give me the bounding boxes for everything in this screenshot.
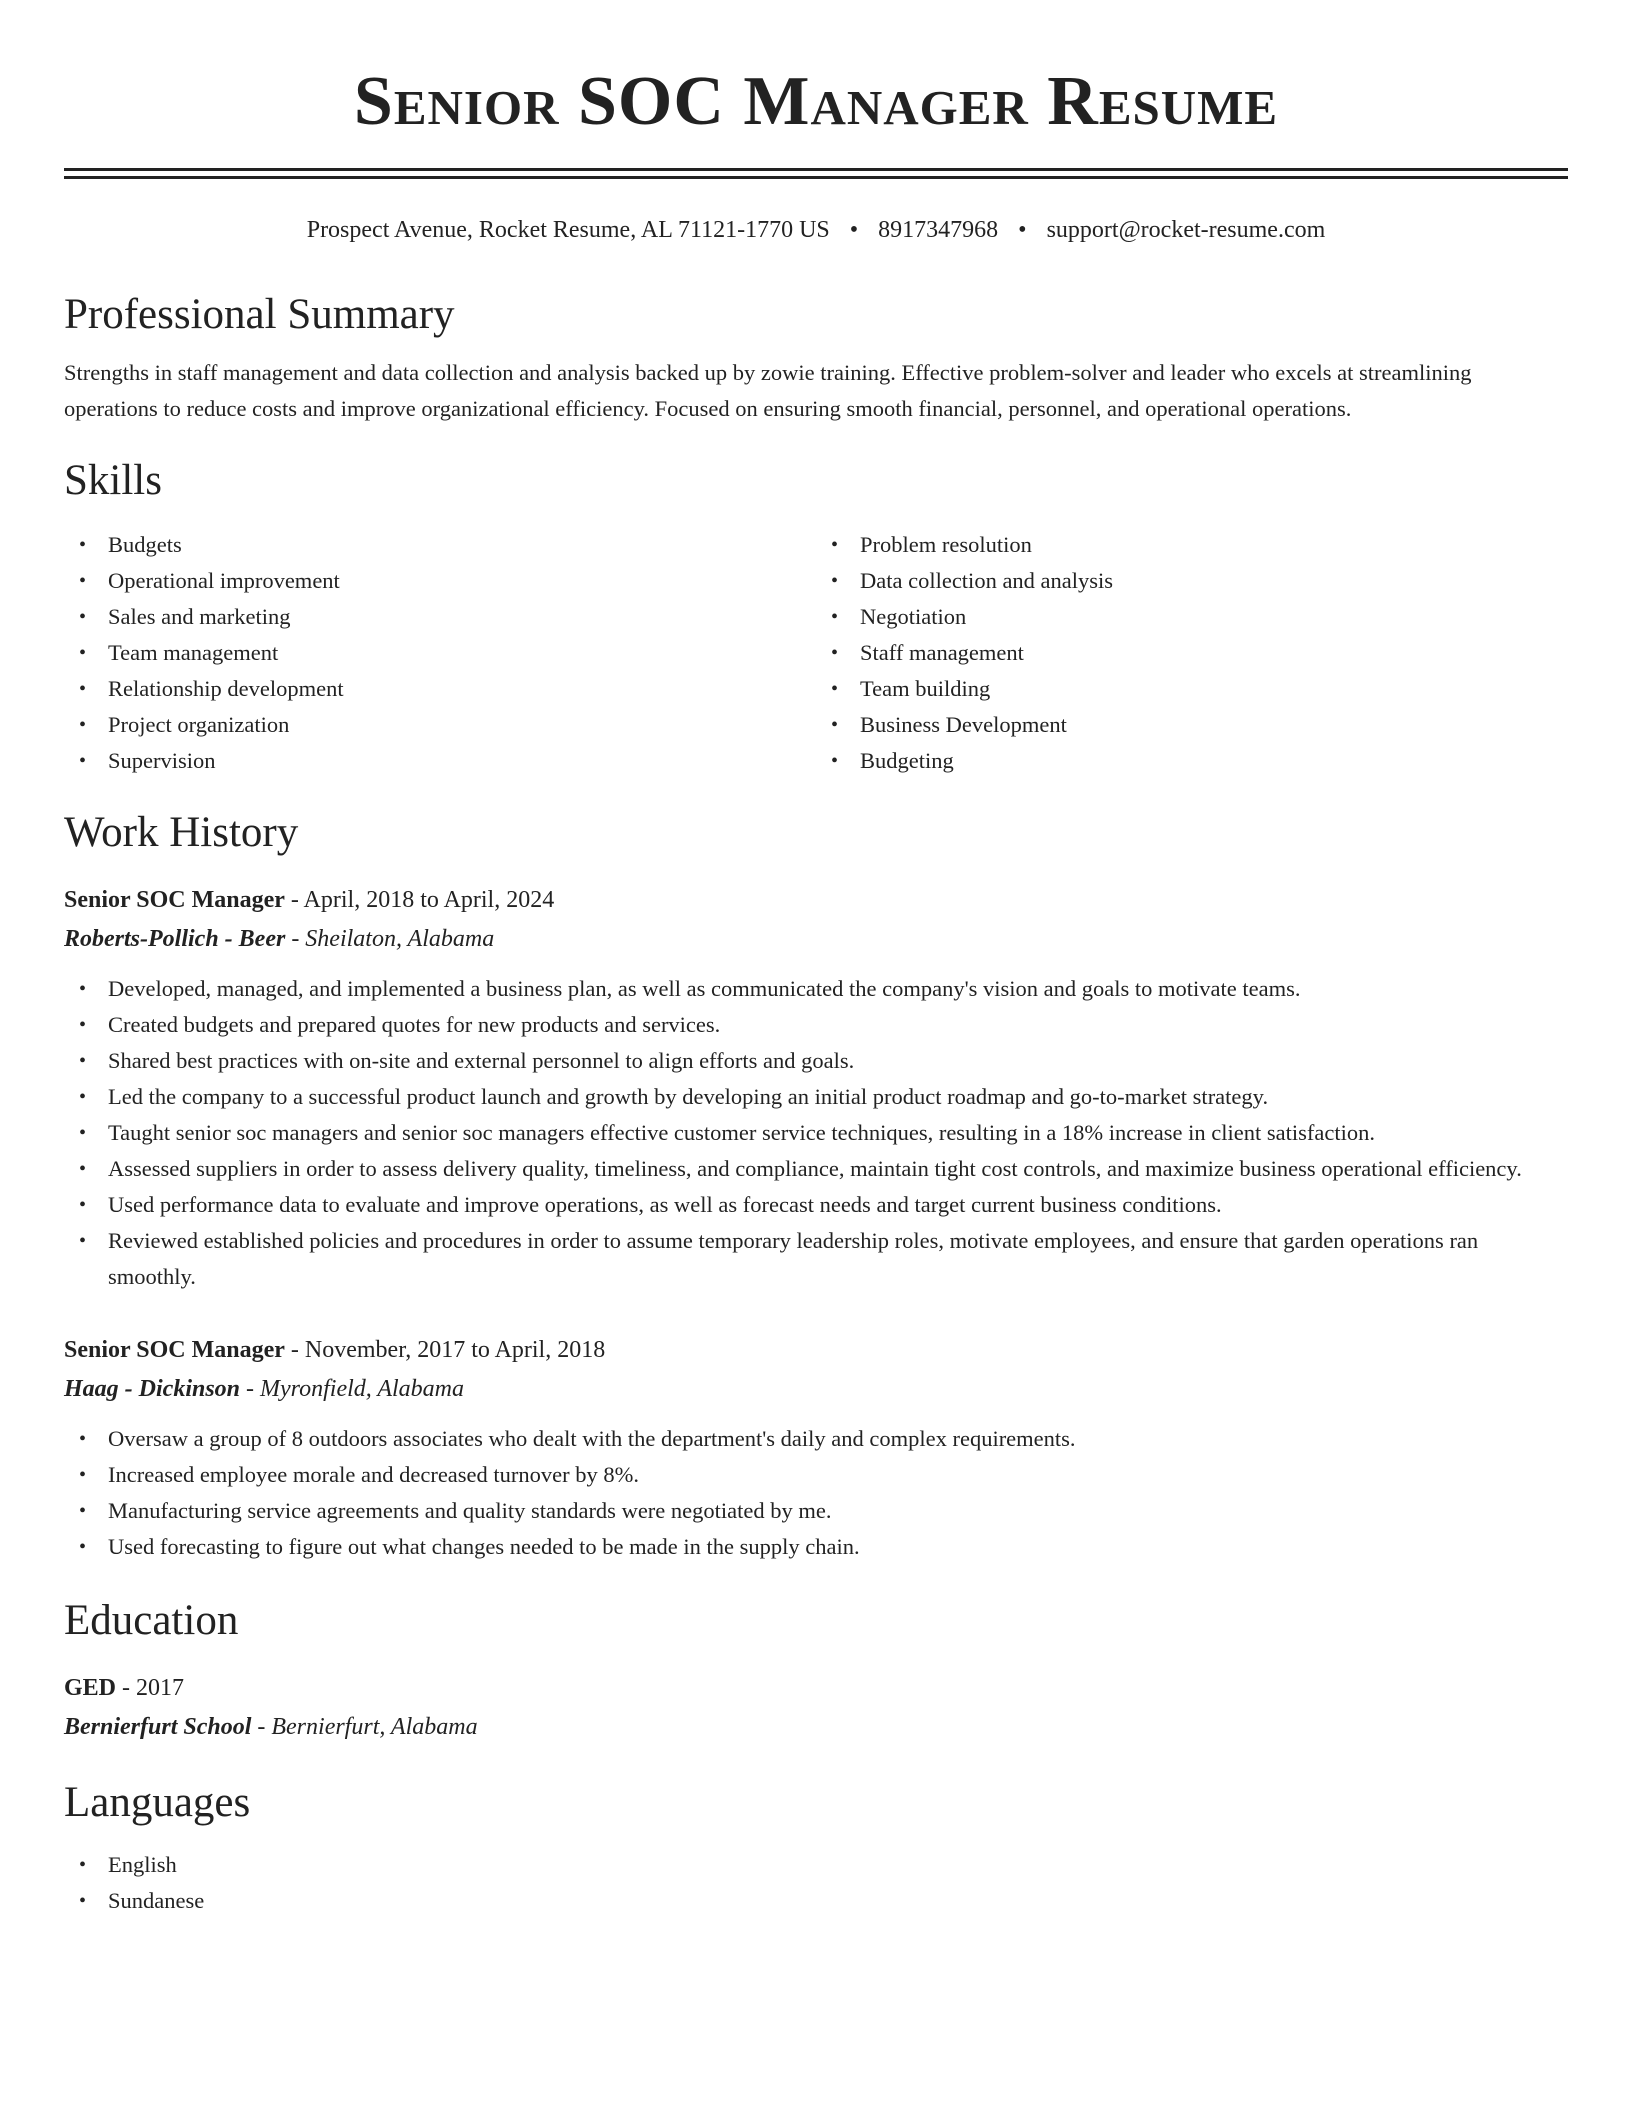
contact-line (64, 215, 1568, 245)
education-year: - 2017 (116, 1675, 185, 1701)
job-bullets (64, 1421, 1568, 1565)
contact-separator: • (849, 217, 859, 243)
skill-item: • Team building (860, 671, 1568, 707)
skill-item: • Budgets (108, 527, 816, 563)
skill-item: • Sales and marketing (108, 599, 816, 635)
job-header (64, 1331, 1568, 1369)
skill-item: • Data collection and analysis (860, 563, 1568, 599)
skill-item: • Relationship development (108, 671, 816, 707)
divider-line-top (64, 168, 1568, 171)
contact-separator: • (1018, 217, 1027, 243)
skills-heading: Skills (64, 457, 162, 504)
skills-list-left (64, 527, 816, 779)
job-bullet: • Created budgets and prepared quotes for new products and services. (108, 1007, 1568, 1043)
job-bullet: • Increased employee morale and decreased turnover by 8%. (108, 1457, 1568, 1493)
job-company: Roberts-Pollich - Beer (64, 926, 286, 952)
skill-item: • Supervision (108, 743, 816, 779)
job-bullet: • Reviewed established policies and procedures in order to assume temporary leadership roles, motivate employees, and ensure that garden operations ran smoothly. (108, 1223, 1568, 1295)
job-entry (64, 881, 1568, 1295)
job-bullet: • Oversaw a group of 8 outdoors associates who dealt with the department's daily and complex requirements. (108, 1421, 1568, 1457)
job-entry (64, 1331, 1568, 1565)
job-bullet: • Led the company to a successful product launch and growth by developing an initial product roadmap and go-to-market strategy. (108, 1079, 1568, 1115)
contact-phone: 8917347968 (878, 217, 999, 243)
languages-list (64, 1847, 1568, 1919)
language-item: • English (108, 1847, 1568, 1883)
skills-list-right (816, 527, 1568, 779)
job-title: Senior SOC Manager (64, 887, 285, 913)
skill-item: • Staff management (860, 635, 1568, 671)
job-bullets (64, 971, 1568, 1295)
summary-heading: Professional Summary (64, 291, 455, 338)
divider-line-bottom (64, 176, 1568, 179)
contact-address: Prospect Avenue, Rocket Resume, AL 71121-1770 US (306, 217, 830, 243)
job-company-line (64, 919, 1568, 959)
title-divider (64, 168, 1568, 179)
job-bullet: • Taught senior soc managers and senior soc managers effective customer service techniques, resulting in a 18% increase in client satisfaction. (108, 1115, 1568, 1151)
skill-item: • Budgeting (860, 743, 1568, 779)
job-location: - Sheilaton, Alabama (285, 926, 495, 952)
job-bullet: • Used performance data to evaluate and improve operations, as well as forecast needs and target current business conditions. (108, 1187, 1568, 1223)
job-bullet: • Manufacturing service agreements and quality standards were negotiated by me. (108, 1493, 1568, 1529)
job-title: Senior SOC Manager (64, 1337, 285, 1363)
skill-item: • Operational improvement (108, 563, 816, 599)
education-heading: Education (64, 1597, 239, 1644)
education-school-line (64, 1707, 1568, 1747)
skills-columns (64, 527, 1568, 779)
language-item: • Sundanese (108, 1883, 1568, 1919)
job-dates: - November, 2017 to April, 2018 (284, 1337, 606, 1363)
education-location: - Bernierfurt, Alabama (251, 1714, 478, 1740)
job-bullet: • Developed, managed, and implemented a business plan, as well as communicated the company's vision and goals to motivate teams. (108, 971, 1568, 1007)
work-history-heading: Work History (64, 809, 299, 856)
job-company-line (64, 1369, 1568, 1409)
skill-item: • Business Development (860, 707, 1568, 743)
skill-item: • Negotiation (860, 599, 1568, 635)
contact-email: support@rocket-resume.com (1046, 217, 1326, 243)
job-location: - Myronfield, Alabama (240, 1376, 464, 1402)
job-company: Haag - Dickinson (64, 1376, 241, 1402)
skill-item: • Team management (108, 635, 816, 671)
resume-title: Senior SOC Manager Resume (353, 63, 1279, 140)
education-degree: GED (64, 1675, 117, 1701)
job-bullet: • Assessed suppliers in order to assess delivery quality, timeliness, and compliance, maintain tight cost controls, and maximize business operational efficiency. (108, 1151, 1568, 1187)
skill-item: • Project organization (108, 707, 816, 743)
job-dates: - April, 2018 to April, 2024 (284, 887, 555, 913)
job-bullet: • Used forecasting to figure out what changes needed to be made in the supply chain. (108, 1529, 1568, 1565)
job-header (64, 881, 1568, 919)
education-degree-line (64, 1669, 1568, 1707)
job-bullet: • Shared best practices with on-site and external personnel to align efforts and goals. (108, 1043, 1568, 1079)
education-school: Bernierfurt School (64, 1714, 252, 1740)
languages-heading: Languages (64, 1779, 251, 1826)
summary-text: Strengths in staff management and data collection and analysis backed up by zowie training. Effective problem-solver and leader who excels at streamlining operations to reduce costs and improve organizational efficiency. Focused on ensuring smooth financial, personnel, and operational operations. (64, 360, 1472, 421)
skill-item: • Problem resolution (860, 527, 1568, 563)
